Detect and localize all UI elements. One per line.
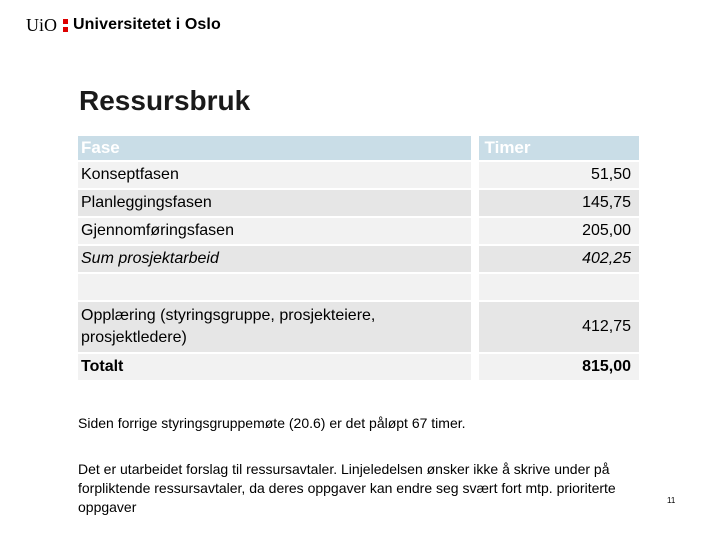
note-resource-agreements: Det er utarbeidet forslag til ressursavtaler. Linjeledelsen ønsker ikke å skrive under på forpliktende ressursavtaler, da deres oppgaver kan endre seg svært fort mtp. prioriterte oppgaver	[78, 461, 616, 515]
cell-timer: 815,00	[479, 354, 639, 380]
table-row-total	[78, 354, 639, 380]
logo-name: Universitetet i Oslo	[73, 16, 221, 33]
cell-fase: Opplæring (styringsgruppe, prosjekteiere, prosjektledere)	[78, 302, 471, 352]
cell-fase: Konseptfasen	[78, 162, 471, 188]
page-number: 11	[667, 496, 676, 505]
table-row	[78, 162, 639, 188]
slide-title: Ressursbruk	[79, 85, 251, 116]
cell-fase: Gjennomføringsfasen	[78, 218, 471, 244]
logo-colon-icon	[63, 19, 68, 32]
cell-fase	[78, 274, 471, 300]
cell-timer: 51,50	[479, 162, 639, 188]
cell-fase: Planleggingsfasen	[78, 190, 471, 216]
table-row	[78, 218, 639, 244]
cell-timer: 402,25	[479, 246, 639, 272]
note-hours-since-meeting: Siden forrige styringsgruppemøte (20.6) er det påløpt 67 timer.	[78, 415, 466, 431]
table-row	[78, 302, 639, 352]
table-row	[78, 190, 639, 216]
resource-table	[78, 134, 639, 382]
cell-timer: 412,75	[479, 302, 639, 352]
column-header-fase: Fase	[78, 136, 471, 160]
cell-timer: 205,00	[479, 218, 639, 244]
cell-fase: Totalt	[78, 354, 471, 380]
cell-timer	[479, 274, 639, 300]
uio-logo	[26, 14, 221, 36]
cell-timer: 145,75	[479, 190, 639, 216]
cell-fase: Sum prosjektarbeid	[78, 246, 471, 272]
column-header-timer: Timer	[479, 136, 639, 160]
logo-mark: UiO	[26, 14, 57, 35]
table-row	[78, 246, 639, 272]
table-header-row	[78, 136, 639, 160]
table-row-empty	[78, 274, 639, 300]
